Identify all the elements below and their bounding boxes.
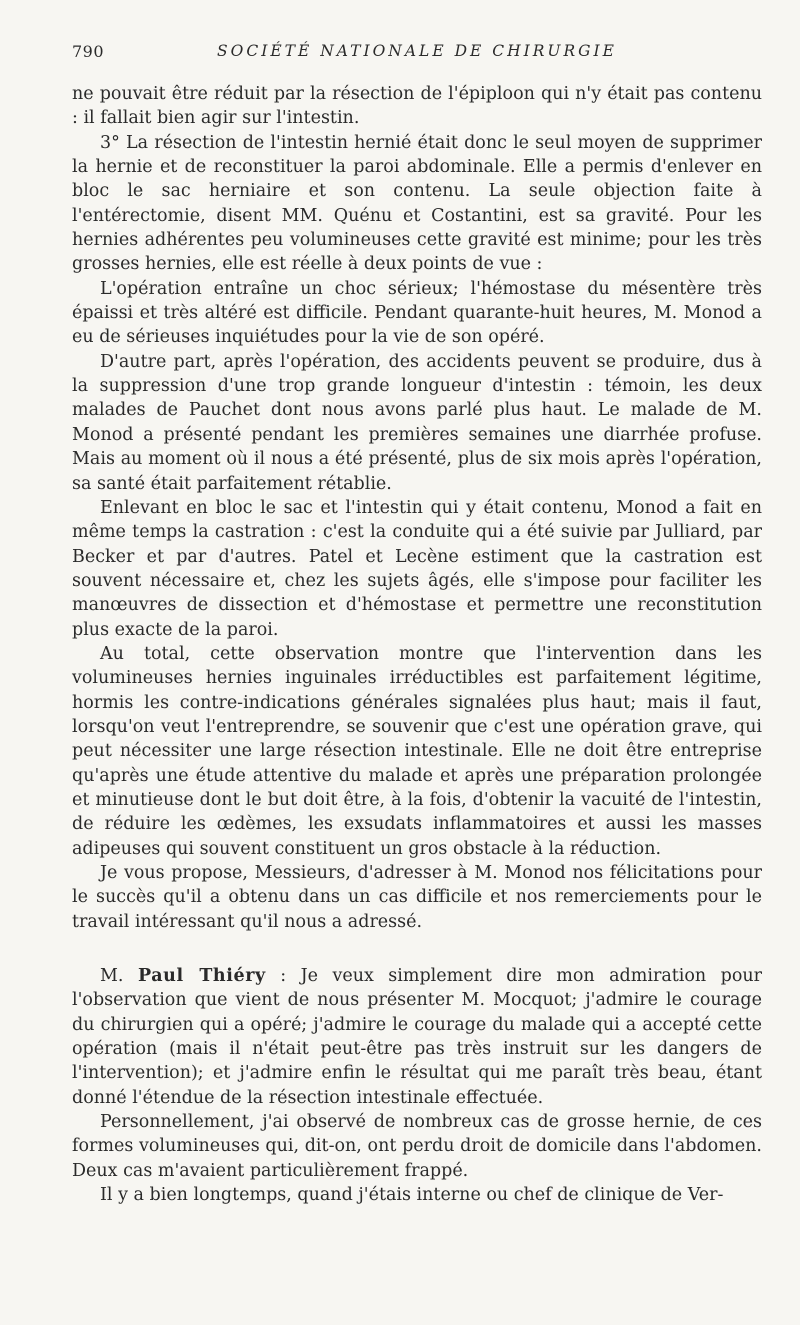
page-number: 790 [72, 42, 105, 61]
speaker-name: Paul Thiéry [137, 966, 266, 987]
page-header [72, 40, 762, 68]
paragraph: Il y a bien longtemps, quand j'étais interne ou chef de clinique de Ver- [100, 1185, 724, 1206]
speech-paragraph [72, 964, 762, 1110]
paragraph: 3° La résection de l'intestin hernié était donc le seul moyen de supprimer la hernie et de reconstituer la paroi abdominale. Elle a permis d'enlever en bloc le sac herniaire et son contenu. La seule objection faite à l'entérectomie, disent MM. Quénu et Costantini, est sa gravité. Pour les hernies adhérentes peu volumineuses cette gravité est minime; pour les très grosses hernies, elle est réelle à deux points de vue : [72, 132, 762, 275]
paragraph: Au total, cette observation montre que l'intervention dans les volumineuses hernies inguinales irréductibles est parfaitement légitime, hormis les contre-indications générales signalées plus haut; mais il faut, lorsqu'on veut l'entreprendre, se souvenir que c'est une opération grave, qui peut nécessiter une large résection intestinale. Elle ne doit être entreprise qu'après une étude attentive du malade et après une préparation prolongée et minutieuse dont le but doit être, à la fois, d'obtenir la vacuité de l'intestin, de réduire les œdèmes, les exsudats inflammatoires et aussi les masses adipeuses qui souvent constituent un gros obstacle à la réduction. [72, 643, 762, 859]
paragraph: D'autre part, après l'opération, des accidents peuvent se produire, dus à la suppression d'une trop grande longueur d'intestin : témoin, les deux malades de Pauchet dont nous avons parlé plus haut. Le malade de M. Monod a présenté pendant les premières semaines une diarrhée profuse. Mais au moment où il nous a été présenté, plus de six mois après l'opération, sa santé était parfaitement rétablie. [72, 351, 762, 494]
page [72, 40, 762, 1207]
speech-text: : Je veux simplement dire mon admiration pour l'observation que vient de nous présenter M. Mocquot; j'admire le courage du chirurgien qui a opéré; j'admire le courage du malade qui a accepté cette opération (mais il n'était peut-être pas très instruit sur les dangers de l'intervention); et j'admire enfin le résultat qui me paraît très beau, étant donné l'étendue de la résection intestinale effectuée. [72, 966, 763, 1108]
paragraph: Je vous propose, Messieurs, d'adresser à M. Monod nos félicitations pour le succès qu'il a obtenu dans un cas difficile et nos remerciements pour le travail intéressant qu'il nous a adressé. [72, 863, 762, 932]
running-title: SOCIÉTÉ NATIONALE DE CHIRURGIE [217, 42, 617, 60]
paragraph: ne pouvait être réduit par la résection de l'épiploon qui n'y était pas contenu : il fallait bien agir sur l'intestin. [72, 84, 762, 129]
paragraph: L'opération entraîne un choc sérieux; l'hémostase du mésentère très épaissi et très altéré est difficile. Pendant quarante-huit heures, M. Monod a eu de sérieuses inquiétudes pour la vie de son opéré. [72, 278, 762, 348]
paragraph: Personnellement, j'ai observé de nombreux cas de grosse hernie, de ces formes volumineuses qui, dit-on, ont perdu droit de domicile dans l'abdomen. Deux cas m'avaient particulièrement frappé. [72, 1112, 762, 1181]
section-gap [72, 934, 762, 964]
paragraph: Enlevant en bloc le sac et l'intestin qui y était contenu, Monod a fait en même temps la castration : c'est la conduite qui a été suivie par Julliard, par Becker et par d'autres. Patel et Lecène estiment que la castration est souvent nécessaire et, chez les sujets âgés, elle s'impose pour faciliter les manœuvres de dissection et d'hémostase et permettre une reconstitution plus exacte de la paroi. [72, 497, 762, 640]
speaker-prefix: M. [100, 966, 138, 987]
article-body [72, 82, 762, 1207]
